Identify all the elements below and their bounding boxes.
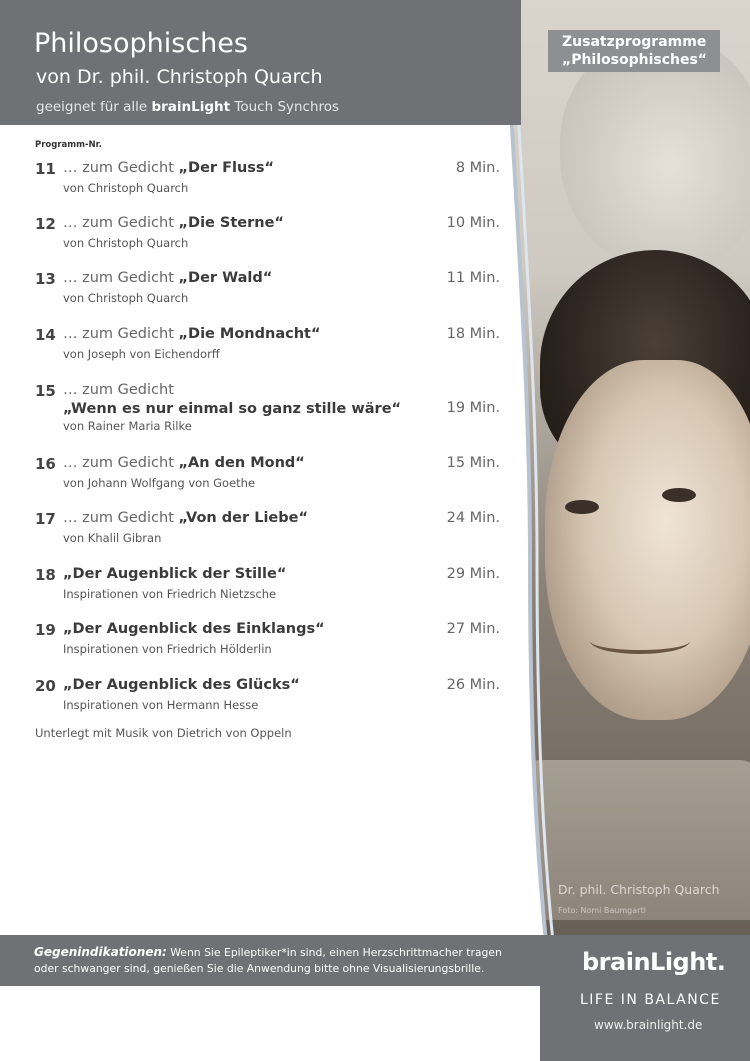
suitability-suffix: Touch Synchros (230, 99, 340, 115)
badge-line-2: „Philosophisches“ (562, 52, 708, 68)
program-author: Inspirationen von Friedrich Nietzsche (63, 587, 277, 601)
program-author: Inspirationen von Friedrich Hölderlin (63, 642, 272, 656)
program-title (63, 382, 174, 398)
program-title (63, 160, 274, 176)
program-prefix: … zum Gedicht (63, 215, 179, 231)
program-title (63, 566, 286, 582)
program-author: von Christoph Quarch (63, 181, 189, 195)
program-prefix: … zum Gedicht (63, 382, 174, 398)
program-title (63, 621, 325, 637)
program-duration: 19 Min. (446, 400, 500, 416)
program-duration: 8 Min. (455, 160, 500, 176)
program-title (63, 510, 308, 526)
program-duration: 15 Min. (446, 455, 500, 471)
program-duration: 27 Min. (446, 621, 500, 637)
program-number: 11 (35, 160, 56, 178)
suitability-line (36, 99, 339, 115)
program-poem: „Der Wald“ (178, 270, 273, 286)
program-number: 20 (35, 677, 56, 695)
website-link[interactable]: www.brainlight.de (594, 1018, 703, 1032)
program-title (63, 326, 321, 342)
program-title (63, 455, 305, 471)
program-author: von Joseph von Eichendorff (63, 347, 220, 361)
page-subtitle: von Dr. phil. Christoph Quarch (36, 66, 323, 88)
program-author: von Khalil Gibran (63, 531, 162, 545)
program-title (63, 677, 300, 693)
program-number: 17 (35, 510, 56, 528)
program-title (63, 215, 284, 231)
program-author: von Christoph Quarch (63, 236, 189, 250)
program-number: 12 (35, 215, 56, 233)
program-duration: 18 Min. (446, 326, 500, 342)
program-poem: „An den Mond“ (178, 455, 305, 471)
program-poem: „Der Augenblick des Einklangs“ (63, 621, 325, 637)
program-prefix: … zum Gedicht (63, 270, 179, 286)
contraindications-label: Gegenindikationen: (34, 945, 167, 959)
program-poem: „Von der Liebe“ (178, 510, 308, 526)
program-author: von Rainer Maria Rilke (63, 419, 192, 433)
music-note: Unterlegt mit Musik von Dietrich von Oppeln (35, 726, 292, 740)
program-poem: „Der Fluss“ (178, 160, 275, 176)
suitability-brand: brainLight (151, 99, 231, 115)
program-number-label: Programm-Nr. (35, 140, 102, 150)
program-poem: „Der Augenblick der Stille“ (63, 566, 287, 582)
brainlight-logo: brainLight. (582, 948, 726, 976)
program-poem: „Wenn es nur einmal so ganz stille wäre“ (63, 401, 402, 417)
photo-caption-credit: Foto: Nomi Baumgartl (558, 906, 646, 915)
contraindications (34, 944, 514, 977)
program-author: von Christoph Quarch (63, 291, 189, 305)
program-author: Inspirationen von Hermann Hesse (63, 698, 259, 712)
photo-caption-name: Dr. phil. Christoph Quarch (558, 882, 720, 897)
program-prefix: … zum Gedicht (63, 455, 179, 471)
program-poem: „Die Mondnacht“ (178, 326, 321, 342)
logo-tagline: LIFE IN BALANCE (580, 992, 721, 1008)
program-duration: 11 Min. (446, 270, 500, 286)
program-duration: 10 Min. (446, 215, 500, 231)
program-duration: 24 Min. (446, 510, 500, 526)
program-author: von Johann Wolfgang von Goethe (63, 476, 256, 490)
program-poem: „Die Sterne“ (178, 215, 284, 231)
program-prefix: … zum Gedicht (63, 326, 179, 342)
program-badge (548, 30, 720, 72)
program-title (63, 270, 272, 286)
program-number: 13 (35, 270, 56, 288)
program-prefix: … zum Gedicht (63, 510, 179, 526)
program-number: 18 (35, 566, 56, 584)
program-duration: 29 Min. (446, 566, 500, 582)
program-number: 16 (35, 455, 56, 473)
program-number: 19 (35, 621, 56, 639)
suitability-prefix: geeignet für alle (36, 99, 152, 115)
program-prefix: … zum Gedicht (63, 160, 179, 176)
program-poem: „Der Augenblick des Glücks“ (63, 677, 300, 693)
page-title: Philosophisches (34, 28, 248, 59)
program-duration: 26 Min. (446, 677, 500, 693)
program-number: 14 (35, 326, 56, 344)
contraindications-text: Wenn Sie Epileptiker*in sind, einen Herzschrittmacher tragen oder schwanger sind, genießen Sie die Anwendung bitte ohne Visualisierungsbrille. (34, 946, 502, 975)
program-number: 15 (35, 382, 56, 400)
badge-line-1: Zusatzprogramme (562, 34, 707, 50)
